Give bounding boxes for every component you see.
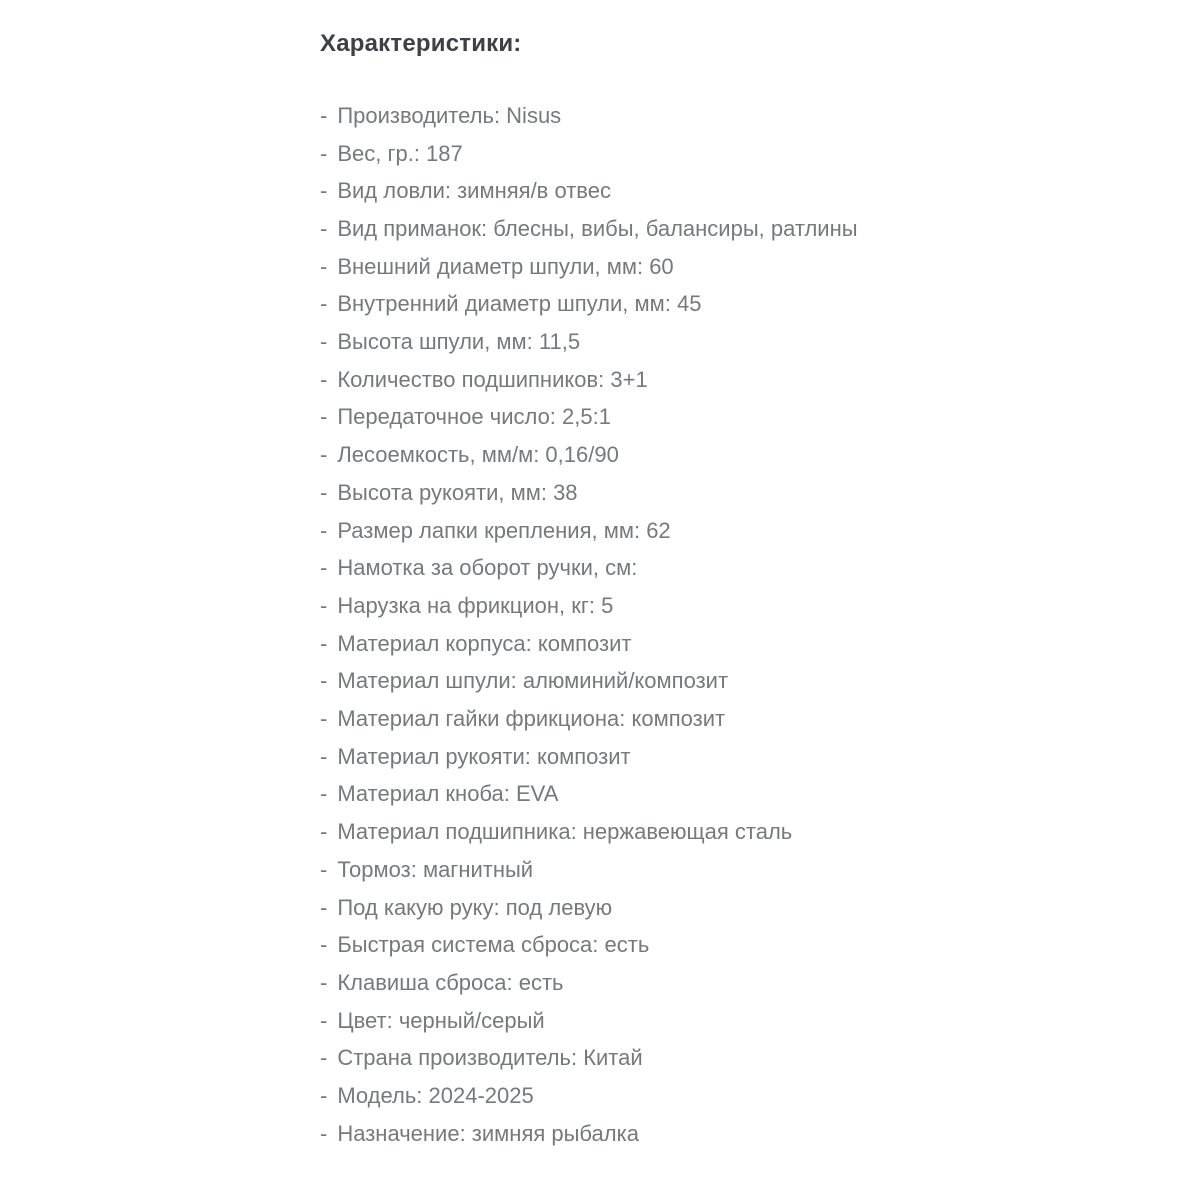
spec-text: Под какую руку: под левую bbox=[337, 894, 613, 920]
spec-item bbox=[320, 1077, 1163, 1115]
spec-item bbox=[320, 1039, 1163, 1077]
spec-item bbox=[320, 889, 1163, 927]
spec-bullet: - bbox=[320, 102, 328, 128]
spec-item bbox=[320, 625, 1163, 663]
spec-bullet: - bbox=[320, 329, 328, 355]
spec-text: Вес, гр.: 187 bbox=[337, 140, 463, 166]
spec-text: Клавиша сброса: есть bbox=[337, 969, 564, 995]
spec-text: Нарузка на фрикцион, кг: 5 bbox=[337, 592, 614, 618]
spec-text: Передаточное число: 2,5:1 bbox=[337, 404, 611, 430]
spec-text: Высота рукояти, мм: 38 bbox=[337, 479, 578, 505]
spec-bullet: - bbox=[320, 592, 328, 618]
spec-text: Лесоемкость, мм/м: 0,16/90 bbox=[337, 442, 619, 468]
spec-item bbox=[320, 851, 1163, 889]
spec-text: Материал шпули: алюминий/композит bbox=[337, 668, 729, 694]
spec-bullet: - bbox=[320, 517, 328, 543]
spec-bullet: - bbox=[320, 442, 328, 468]
spec-text: Намотка за оборот ручки, см: bbox=[337, 555, 638, 581]
spec-item bbox=[320, 474, 1163, 512]
spec-item bbox=[320, 738, 1163, 776]
spec-bullet: - bbox=[320, 1007, 328, 1033]
spec-text: Назначение: зимняя рыбалка bbox=[337, 1120, 639, 1146]
spec-text: Размер лапки крепления, мм: 62 bbox=[337, 517, 671, 543]
spec-item bbox=[320, 813, 1163, 851]
spec-item bbox=[320, 172, 1163, 210]
spec-bullet: - bbox=[320, 1083, 328, 1109]
spec-text: Количество подшипников: 3+1 bbox=[337, 366, 648, 392]
spec-text: Производитель: Nisus bbox=[337, 102, 562, 128]
spec-text: Материал рукояти: композит bbox=[337, 743, 631, 769]
spec-item bbox=[320, 361, 1163, 399]
spec-bullet: - bbox=[320, 781, 328, 807]
spec-item bbox=[320, 248, 1163, 286]
spec-bullet: - bbox=[320, 819, 328, 845]
spec-item bbox=[320, 1002, 1163, 1040]
spec-text: Тормоз: магнитный bbox=[337, 856, 534, 882]
spec-bullet: - bbox=[320, 856, 328, 882]
spec-bullet: - bbox=[320, 743, 328, 769]
spec-item bbox=[320, 436, 1163, 474]
spec-bullet: - bbox=[320, 253, 328, 279]
spec-bullet: - bbox=[320, 894, 328, 920]
spec-bullet: - bbox=[320, 932, 328, 958]
spec-bullet: - bbox=[320, 1045, 328, 1071]
spec-bullet: - bbox=[320, 969, 328, 995]
spec-bullet: - bbox=[320, 668, 328, 694]
spec-item bbox=[320, 323, 1163, 361]
spec-text: Вид ловли: зимняя/в отвес bbox=[337, 178, 611, 204]
spec-text: Высота шпули, мм: 11,5 bbox=[337, 329, 581, 355]
spec-bullet: - bbox=[320, 479, 328, 505]
spec-item bbox=[320, 512, 1163, 550]
specs-heading: Характеристики: bbox=[320, 30, 522, 57]
spec-item bbox=[320, 1115, 1163, 1153]
spec-item bbox=[320, 549, 1163, 587]
spec-text: Страна производитель: Китай bbox=[337, 1045, 643, 1071]
spec-item bbox=[320, 135, 1163, 173]
spec-item bbox=[320, 285, 1163, 323]
spec-item bbox=[320, 398, 1163, 436]
spec-bullet: - bbox=[320, 178, 328, 204]
spec-bullet: - bbox=[320, 630, 328, 656]
spec-text: Материал кноба: EVA bbox=[337, 781, 559, 807]
spec-text: Цвет: черный/серый bbox=[337, 1007, 545, 1033]
spec-text: Внешний диаметр шпули, мм: 60 bbox=[337, 253, 674, 279]
spec-bullet: - bbox=[320, 215, 328, 241]
spec-item bbox=[320, 926, 1163, 964]
spec-text: Материал гайки фрикциона: композит bbox=[337, 706, 726, 732]
spec-bullet: - bbox=[320, 366, 328, 392]
spec-text: Быстрая система сброса: есть bbox=[337, 932, 650, 958]
spec-item bbox=[320, 775, 1163, 813]
spec-text: Материал корпуса: композит bbox=[337, 630, 632, 656]
specs-list bbox=[320, 97, 1163, 1153]
spec-bullet: - bbox=[320, 706, 328, 732]
spec-text: Материал подшипника: нержавеющая сталь bbox=[337, 819, 793, 845]
spec-bullet: - bbox=[320, 404, 328, 430]
spec-bullet: - bbox=[320, 555, 328, 581]
spec-item bbox=[320, 210, 1163, 248]
spec-text: Внутренний диаметр шпули, мм: 45 bbox=[337, 291, 702, 317]
spec-bullet: - bbox=[320, 140, 328, 166]
spec-bullet: - bbox=[320, 291, 328, 317]
spec-bullet: - bbox=[320, 1120, 328, 1146]
spec-item bbox=[320, 662, 1163, 700]
spec-item bbox=[320, 587, 1163, 625]
spec-text: Вид приманок: блесны, вибы, балансиры, ратлины bbox=[337, 215, 858, 241]
spec-item bbox=[320, 97, 1163, 135]
spec-item bbox=[320, 964, 1163, 1002]
spec-item bbox=[320, 700, 1163, 738]
spec-text: Модель: 2024-2025 bbox=[337, 1083, 534, 1109]
